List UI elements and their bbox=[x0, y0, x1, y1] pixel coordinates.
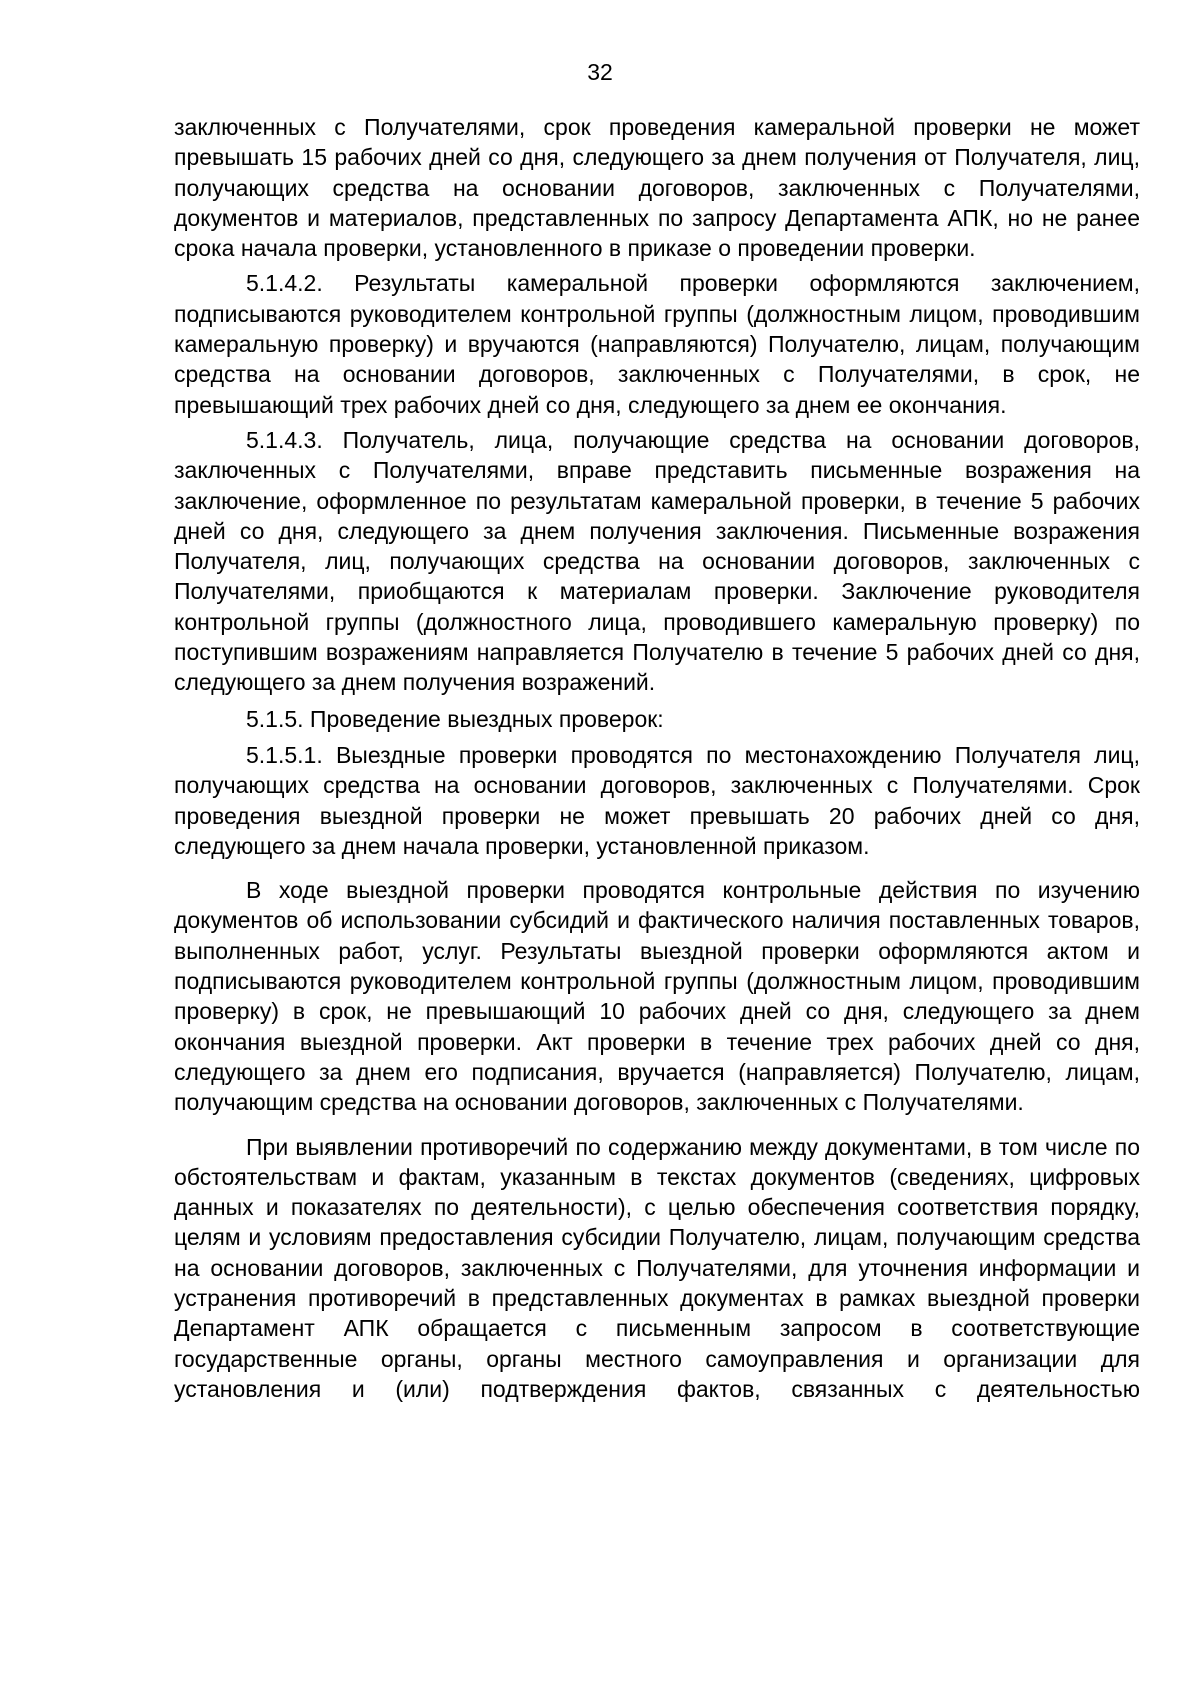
page-number: 32 bbox=[587, 59, 613, 85]
paragraph-field-inspection: В ходе выездной проверки проводятся контрольные действия по изучению документов об использовании субсидий и фактического наличия поставленных товаров, выполненных работ, услуг. Результаты выездной проверки оформляются актом и подписываются руководителем контрольной группы (должностным лицом, проводившим проверку) в срок, не превышающий 10 рабочих дней со дня, следующего за днем окончания выездной проверки. Акт проверки в течение трех рабочих дней со дня, следующего за днем его подписания, вручается (направляется) Получателю, лицам, получающим средства на основании договоров, заключенных с Получателями. bbox=[174, 877, 1140, 1116]
paragraph-contradictions: При выявлении противоречий по содержанию между документами, в том числе по обстоятельствам и фактам, указанным в текстах документов (сведениях, цифровых данных и показателях по деятельности), с целью обеспечения соответствия порядку, целям и условиям предоставления субсидии Получателю, лицам, получающим средства на основании договоров, заключенных с Получателями, для уточнения информации и устранения противоречий в представленных документах в рамках выездной проверки Департамент АПК обращается с письменным запросом в соответствующие государственные органы, органы местного самоуправления и организации для установления и (или) подтверждения фактов, связанных с деятельностью bbox=[174, 1133, 1140, 1402]
paragraph-5-1-5: 5.1.5. Проведение выездных проверок: bbox=[246, 705, 664, 732]
document-body bbox=[174, 112, 1140, 1404]
paragraph-continuation: заключенных с Получателями, срок проведения камеральной проверки не может превышать 15 рабочих дней со дня, следующего за днем получения от Получателя, лиц, получающих средства на основании договоров, заключенных с Получателями, документов и материалов, представленных по запросу Департамента АПК, но не ранее срока начала проверки, установленного в приказе о проведении проверки. bbox=[174, 114, 1140, 262]
paragraph-5-1-4-2: 5.1.4.2. Результаты камеральной проверки оформляются заключением, подписываются руководителем контрольной группы (должностным лицом, проводившим камеральную проверку) и вручаются (направляются) Получателю, лицам, получающим средства на основании договоров, заключенных с Получателями, в срок, не превышающий трех рабочих дней со дня, следующего за днем ее окончания. bbox=[174, 270, 1140, 418]
paragraph-5-1-4-3: 5.1.4.3. Получатель, лица, получающие средства на основании договоров, заключенных с Получателями, вправе представить письменные возражения на заключение, оформленное по результатам камеральной проверки, в течение 5 рабочих дней со дня, следующего за днем получения заключения. Письменные возражения Получателя, лиц, получающих средства на основании договоров, заключенных с Получателями, приобщаются к материалам проверки. Заключение руководителя контрольной группы (должностного лица, проводившего камеральную проверку) по поступившим возражениям направляется Получателю в течение 5 рабочих дней со дня, следующего за днем получения возражений. bbox=[174, 426, 1140, 696]
paragraph-5-1-5-1: 5.1.5.1. Выездные проверки проводятся по местонахождению Получателя лиц, получающих средства на основании договоров, заключенных с Получателями. Срок проведения выездной проверки не может превышать 20 рабочих дней со дня, следующего за днем начала проверки, установленной приказом. bbox=[174, 741, 1140, 859]
